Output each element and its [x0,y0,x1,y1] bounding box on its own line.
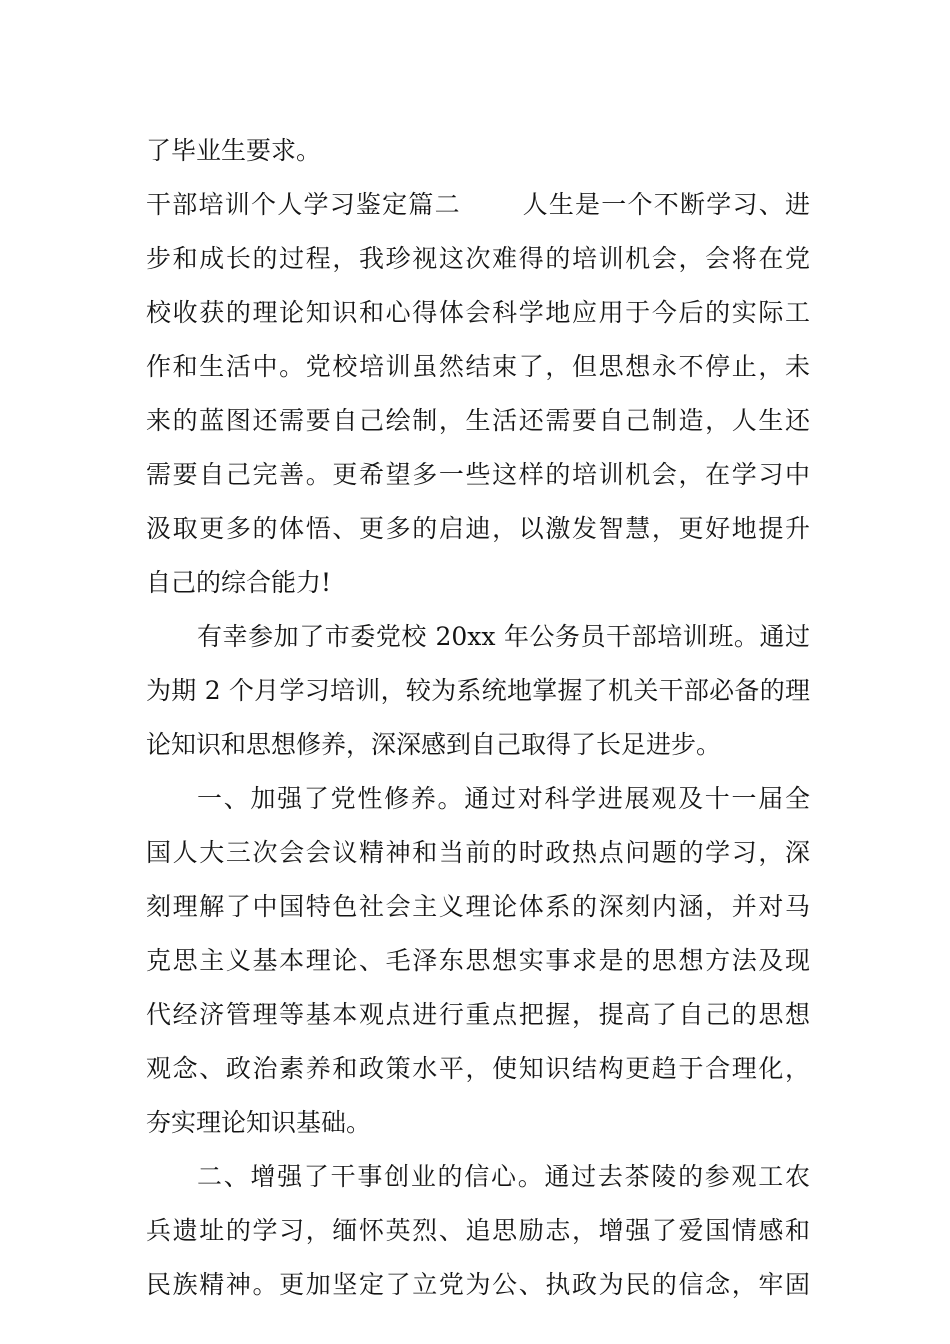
text-line: 克思主义基本理论、毛泽东思想实事求是的思想方法及现 [146,946,810,975]
text-line: 作和生活中。党校培训虽然结束了，但思想永不停止，未 [146,352,810,381]
paragraph-first-line: 一、加强了党性修养。通过对科学进展观及十一届全 [197,784,810,813]
text-line: 步和成长的过程，我珍视这次难得的培训机会，会将在党 [146,244,810,273]
text-line: 民族精神。更加坚定了立党为公、执政为民的信念，牢固 [146,1270,810,1299]
document-body [146,124,810,1312]
paragraph-first-line: 二、增强了干事创业的信心。通过去茶陵的参观工农 [197,1162,810,1191]
text-line: 需要自己完善。更希望多一些这样的培训机会，在学习中 [146,460,810,489]
text-line: 来的蓝图还需要自己绘制，生活还需要自己制造，人生还 [146,406,810,435]
paragraph-first-line: 有幸参加了市委党校 20xx 年公务员干部培训班。通过 [197,622,810,651]
text-line: 国人大三次会会议精神和当前的时政热点问题的学习，深 [146,838,810,867]
text-line: 自己的综合能力! [146,568,332,597]
text-line: 干部培训个人学习鉴定篇二 人生是一个不断学习、进 [146,190,810,219]
text-line: 夯实理论知识基础。 [146,1108,372,1137]
text-line: 汲取更多的体悟、更多的启迪，以激发智慧，更好地提升 [146,514,810,543]
text-line: 为期 2 个月学习培训，较为系统地掌握了机关干部必备的理 [146,676,810,705]
text-line: 校收获的理论知识和心得体会科学地应用于今后的实际工 [146,298,810,327]
text-line: 刻理解了中国特色社会主义理论体系的深刻内涵，并对马 [146,892,810,921]
text-line: 论知识和思想修养，深深感到自己取得了长足进步。 [146,730,722,759]
text-line: 观念、政治素养和政策水平，使知识结构更趋于合理化， [146,1054,810,1083]
text-line: 了毕业生要求。 [146,136,322,165]
text-line: 兵遗址的学习，缅怀英烈、追思励志，增强了爱国情感和 [146,1216,810,1245]
text-line: 代经济管理等基本观点进行重点把握，提高了自己的思想 [146,1000,810,1029]
